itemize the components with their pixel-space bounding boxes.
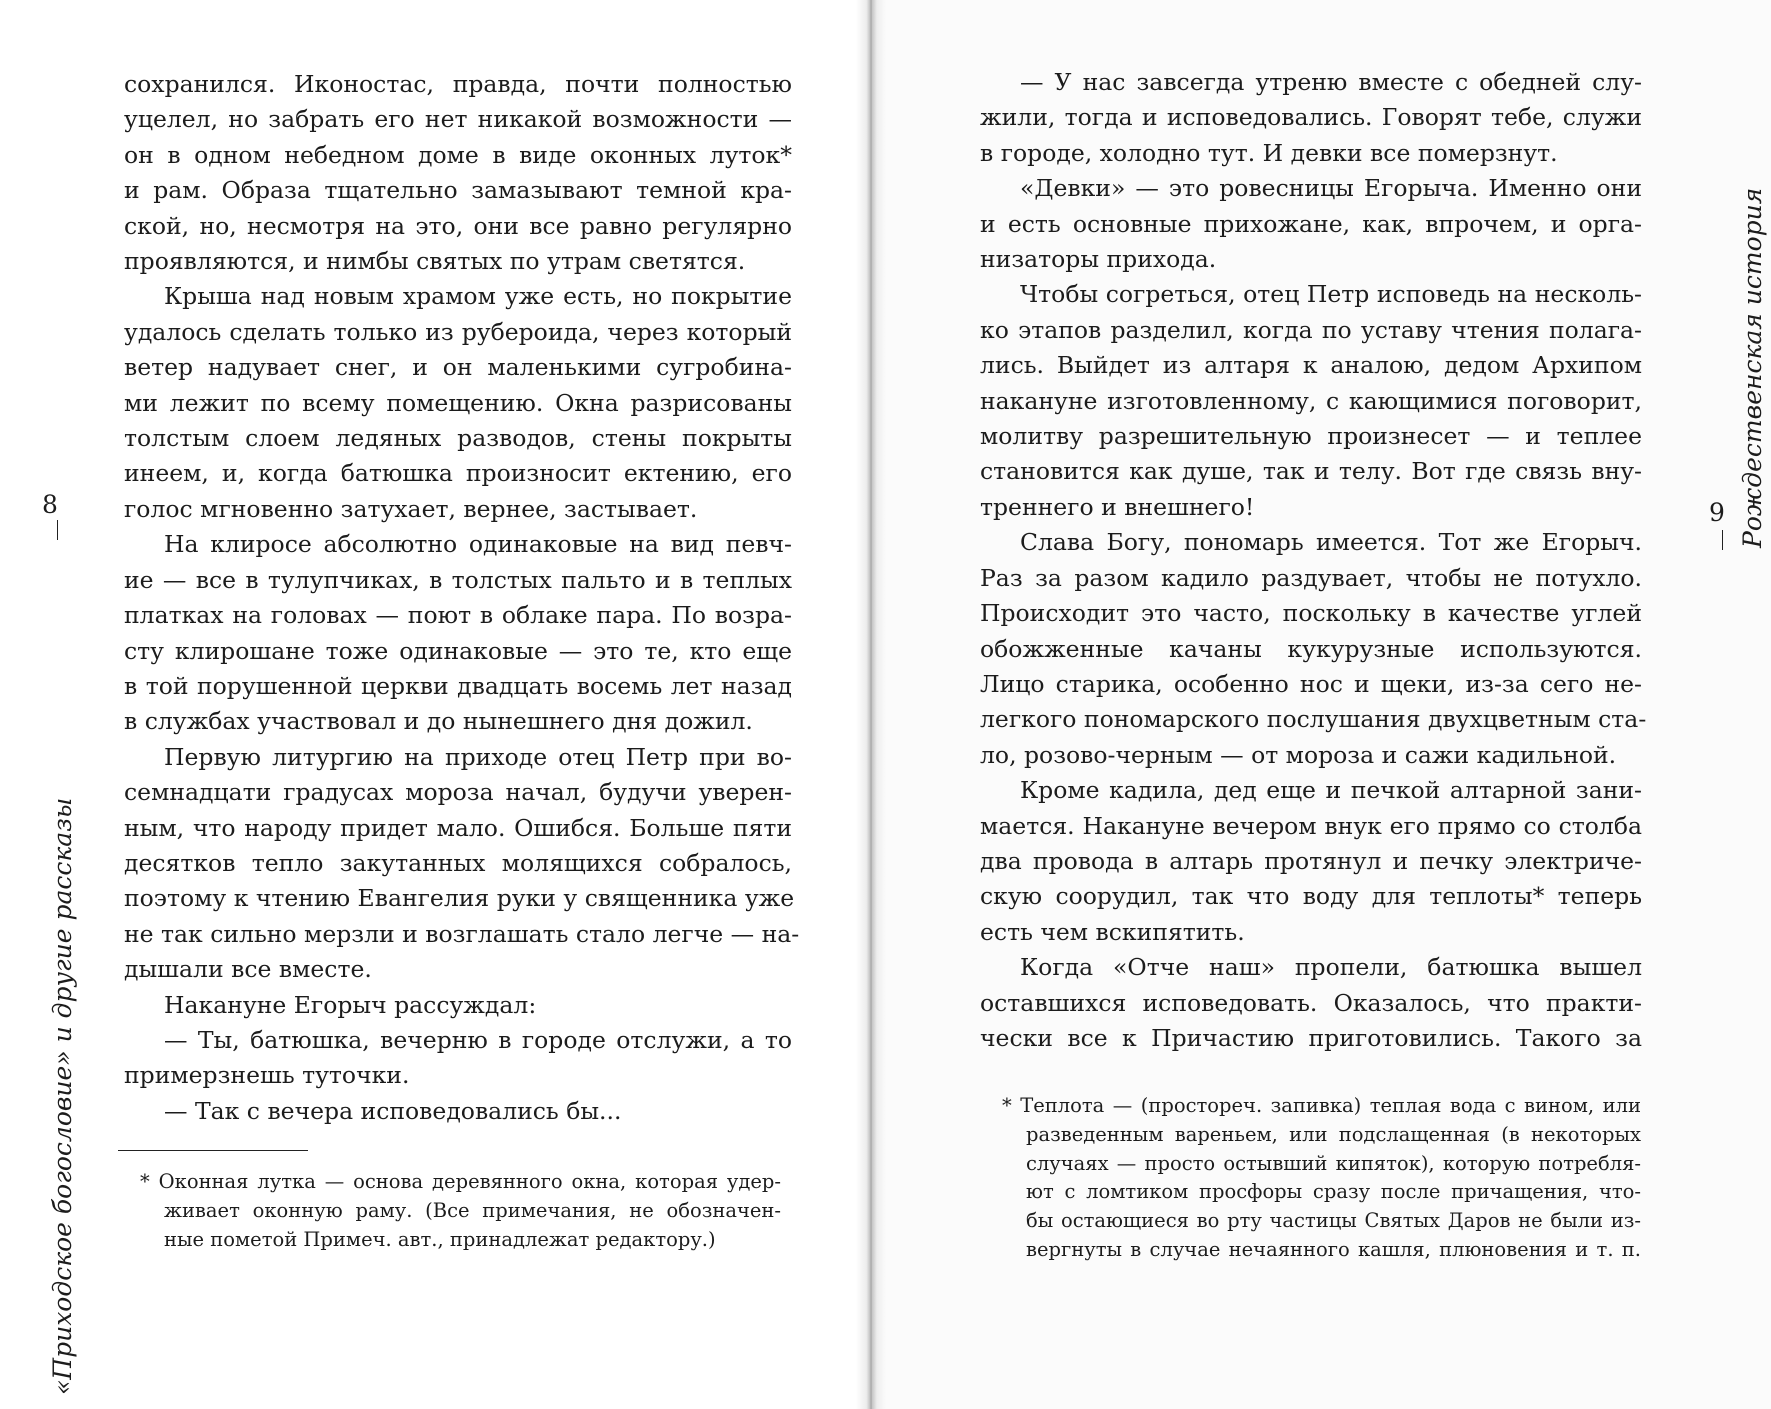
left-folio-divider <box>57 520 58 540</box>
text-line: не так сильно мерзли и возглашать стало легче — на- <box>124 919 800 948</box>
left-body-text <box>124 67 800 1129</box>
text-line: и рам. Образа тщательно замазывают темной кра- <box>124 176 792 205</box>
text-line: Слава Богу, пономарь имеется. Тот же Егорыч. <box>1020 528 1642 557</box>
text-line: становится как душе, так и телу. Вот где связь вну- <box>980 457 1642 486</box>
left-footnote <box>140 1168 781 1254</box>
text-line: Первую литургию на приходе отец Петр при во- <box>164 742 792 771</box>
text-line: в той порушенной церкви двадцать восемь лет назад <box>124 671 792 700</box>
text-line: легкого пономарского послушания двухцветным ста- <box>980 705 1647 734</box>
right-body-text <box>980 65 1647 1056</box>
text-line: — У нас завсегда утреню вместе с обедней слу- <box>1020 68 1642 96</box>
text-line: лись. Выйдет из алтаря к аналою, дедом Архипом <box>980 351 1642 380</box>
text-line: семнадцати градусах мороза начал, будучи уверен- <box>124 778 792 807</box>
text-line: толстым слоем ледяных разводов, стены покрыты <box>124 424 792 453</box>
right-running-head: Рождественская история <box>1738 187 1767 548</box>
text-line: жили, тогда и исповедовались. Говорят тебе, служи <box>980 103 1642 132</box>
right-folio-divider <box>1722 530 1723 550</box>
text-line: поэтому к чтению Евангелия руки у священника уже <box>124 884 795 913</box>
text-line: ным, что народу придет мало. Ошибся. Больше пяти <box>124 813 792 842</box>
text-line: Лицо старика, особенно нос и щеки, из-за сего не- <box>980 669 1642 698</box>
footnote-line: ные пометой Примеч. авт., принадлежат редактору.) <box>164 1227 716 1251</box>
footnote-line: * Теплота — (простореч. запивка) теплая вода с вином, или <box>1002 1094 1641 1117</box>
footnote-line: * Оконная лутка — основа деревянного окна, которая удер- <box>140 1170 781 1193</box>
text-line: — Так с вечера исповедовались бы... <box>164 1096 622 1125</box>
text-line: Происходит это часто, поскольку в качестве углей <box>980 599 1642 628</box>
text-line: ло, розово-черным — от мороза и сажи кадильной. <box>980 740 1617 769</box>
text-line: — Ты, батюшка, вечерню в городе отслужи, а то <box>164 1025 792 1054</box>
footnote-line: бы остающиеся во рту частицы Святых Даров не были из- <box>1026 1209 1641 1233</box>
text-line: сту клирошане тоже одинаковые — это те, кто еще <box>124 636 792 665</box>
text-line: низаторы прихода. <box>980 245 1217 274</box>
text-line: Чтобы согреться, отец Петр исповедь на несколь- <box>1020 280 1642 309</box>
text-line: оставшихся исповедовать. Оказалось, что практи- <box>980 988 1642 1017</box>
text-line: дышали все вместе. <box>124 955 372 984</box>
text-line: «Девки» — это ровесницы Егорыча. Именно они <box>1020 174 1642 203</box>
footnote-line: ют с ломтиком просфоры сразу после причащения, что- <box>1026 1180 1641 1204</box>
text-line: и есть основные прихожане, как, впрочем, и орга- <box>980 209 1642 238</box>
text-line: удалось сделать только из рубероида, через который <box>124 317 792 346</box>
left-footnote-rule <box>118 1150 308 1151</box>
text-line: обожженные качаны кукурузные используются. <box>980 634 1642 663</box>
text-line: Кроме кадила, дед еще и печкой алтарной зани- <box>1020 776 1642 805</box>
text-line: ко этапов разделил, когда по уставу чтения полага- <box>980 315 1642 344</box>
text-line: мается. Накануне вечером внук его прямо со столба <box>980 811 1642 840</box>
right-page-number: 9 <box>1709 498 1725 527</box>
text-line: он в одном небедном доме в виде оконных луток* <box>124 140 792 169</box>
text-line: Раз за разом кадило раздувает, чтобы не потухло. <box>980 563 1642 592</box>
text-line: ми лежит по всему помещению. Окна разрисованы <box>124 388 792 417</box>
book-gutter <box>856 0 886 1409</box>
text-line: сохранился. Иконостас, правда, почти полностью <box>124 70 792 98</box>
text-line: молитву разрешительную произнесет — и теплее <box>980 422 1642 451</box>
footnote-line: случаях — просто остывший кипяток), которую потребля- <box>1026 1151 1641 1175</box>
footnote-line: разведенным вареньем, или подслащенная (в некоторых <box>1026 1122 1641 1146</box>
text-line: треннего и внешнего! <box>980 492 1255 521</box>
text-line: ской, но, несмотря на это, они все равно регулярно <box>124 211 792 240</box>
text-line: ие — все в тулупчиках, в толстых пальто и в теплых <box>124 565 792 594</box>
text-line: накануне изготовленному, с кающимися поговорит, <box>980 386 1642 415</box>
right-footnote <box>1002 1092 1641 1265</box>
text-line: в городе, холодно тут. И девки все померзнут. <box>980 138 1558 167</box>
left-running-head: «Приходское богословие» и другие рассказы <box>48 797 77 1395</box>
text-line: уцелел, но забрать его нет никакой возможности — <box>124 105 792 134</box>
text-line: платках на головах — поют в облаке пара. По возра- <box>124 601 792 630</box>
text-line: в службах участвовал и до нынешнего дня дожил. <box>124 707 753 736</box>
text-line: десятков тепло закутанных молящихся собралось, <box>124 848 792 877</box>
text-line: инеем, и, когда батюшка произносит ектению, его <box>124 459 792 488</box>
text-line: есть чем вскипятить. <box>980 917 1245 946</box>
text-line: ветер надувает снег, и он маленькими сугробина- <box>124 353 792 382</box>
text-line: голос мгновенно затухает, вернее, застывает. <box>124 494 698 523</box>
text-line: скую соорудил, так что воду для теплоты* теперь <box>980 882 1642 911</box>
footnote-line: живает оконную раму. (Все примечания, не обозначен- <box>164 1198 781 1222</box>
text-line: На клиросе абсолютно одинаковые на вид певч- <box>164 530 792 559</box>
text-line: два провода в алтарь протянул и печку электриче- <box>980 846 1642 875</box>
left-page-number: 8 <box>42 490 58 519</box>
text-line: проявляются, и нимбы святых по утрам светятся. <box>124 247 746 276</box>
text-line: Накануне Егорыч рассуждал: <box>164 990 537 1019</box>
text-line: примерзнешь туточки. <box>124 1061 410 1090</box>
text-line: Когда «Отче наш» пропели, батюшка вышел <box>1020 953 1642 982</box>
text-line: чески все к Причастию приготовились. Такого за <box>980 1023 1642 1052</box>
footnote-line: вергнуты в случае нечаянного кашля, плюновения и т. п. <box>1026 1237 1641 1261</box>
text-line: Крыша над новым храмом уже есть, но покрытие <box>164 282 792 311</box>
